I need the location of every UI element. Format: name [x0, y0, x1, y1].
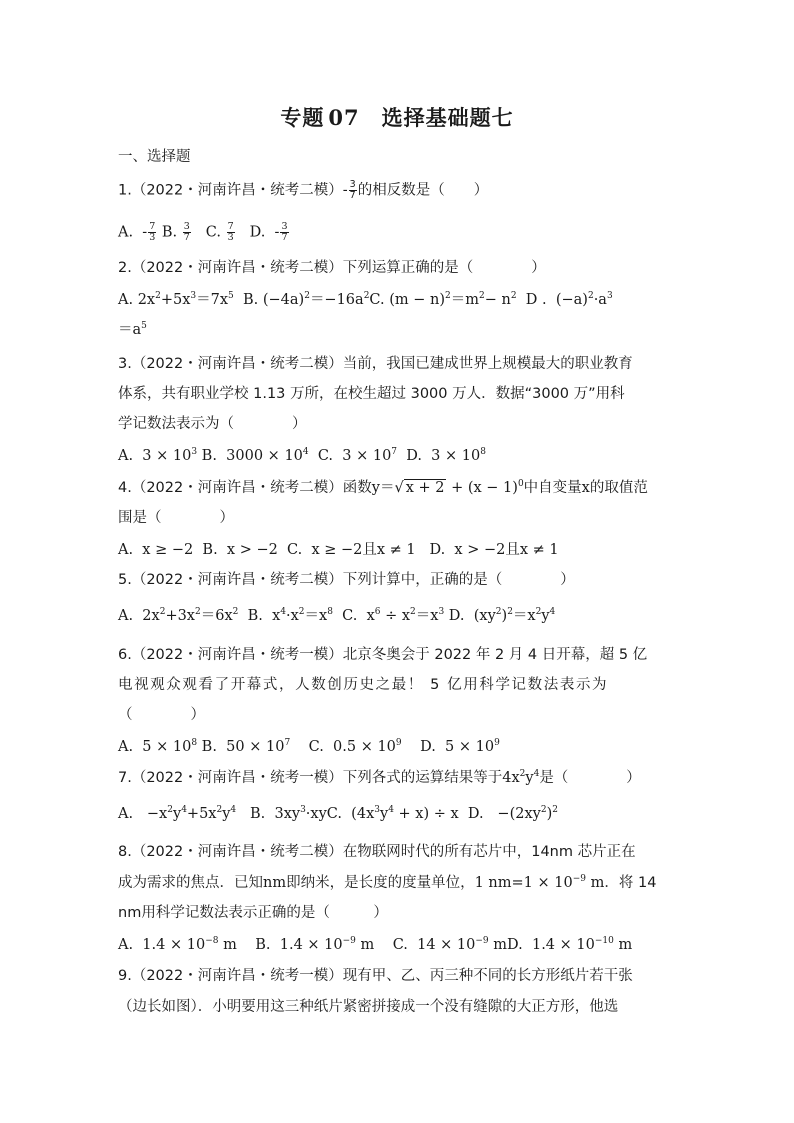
q7-lead: 7.（2022・河南许昌・统考一模）下列各式的运算结果等于 [118, 770, 503, 786]
question-3-options: A. $3 \times 10^3$ B. $3000 \times 10^4$ C. $3 \times 10^7$ D. $3 \times 10^8$ [118, 447, 486, 464]
title-prefix: 专题 [280, 105, 325, 130]
title-number: 07 [328, 105, 360, 130]
q1-frac-den: 7 [349, 190, 356, 201]
q1-lead: 1.（2022・河南许昌・统考二模） [118, 182, 343, 199]
q1-a-num: 7 [149, 221, 156, 232]
section-heading: 一、选择题 [118, 149, 191, 165]
q4-tail: 的取值范 [589, 480, 648, 496]
q4-mid: 中自变量 [523, 480, 582, 496]
question-2-options-line2: $=a^5$ [118, 321, 147, 338]
question-3-line3: 学记数法表示为（ ） [118, 416, 307, 432]
question-4-options: A. x ≥ −2 B. x > −2 C. x ≥ −2且x ≠ 1 D. x > −2且x ≠ 1 [118, 542, 559, 558]
question-9-line1: 9.（2022・河南许昌・统考一模）现有甲、乙、丙三种不同的长方形纸片若干张 [118, 968, 633, 984]
question-4-line1: 4.（2022・河南许昌・统考二模）函数y＝√ $x + 2 + (x - 1)^0$中自变量x的取值范 [118, 479, 648, 496]
question-3-line2: 体系，共有职业学校 1.13 万所，在校生超过 3000 万人．数据“3000 万”用科 [118, 386, 625, 402]
question-8-options: A. $1.4 \times 10^{-8}$ m B. $1.4 \times 10^{-9}$ m C. $14 \times 10^{-9}$ mD. $1.4 \times 10^{-10}$ m [118, 936, 633, 953]
q1-a-den: 3 [149, 232, 156, 243]
q8-l2c: ．将 14 [604, 875, 657, 891]
q4-lead: 4.（2022・河南许昌・统考二模）函数 [118, 480, 372, 496]
q1-frac-num: 3 [349, 179, 356, 190]
question-6-line3: （ ） [118, 707, 205, 723]
question-7-stem: 7.（2022・河南许昌・统考一模）下列各式的运算结果等于$4x^2y^4$是（ ） [118, 769, 641, 786]
question-6-line1: 6.（2022・河南许昌・统考一模）北京冬奥会于 2022 年 2 月 4 日开幕，超 5 亿 [118, 647, 648, 663]
question-6-line2: 电视观众观看了开幕式，人数创历史之最！ 5 亿用科学记数法表示为 [118, 677, 609, 693]
title-text: 选择基础题七 [381, 105, 514, 130]
q1-fraction [349, 180, 357, 201]
q1-c-num: 7 [227, 221, 234, 232]
q1-c-den: 3 [227, 232, 234, 243]
page-title [0, 102, 794, 132]
q1-b-num: 3 [183, 221, 190, 232]
q1-d-den: 7 [281, 232, 288, 243]
question-6-options: A. $5 \times 10^8$ B. $50 \times 10^7$ C. $0.5 \times 10^9$ D. $5 \times 10^9$ [118, 738, 500, 755]
question-9-line2: （边长如图）．小明要用这三种纸片紧密拼接成一个没有缝隙的大正方形，他选 [118, 999, 619, 1015]
question-5-options: A. $2x^2+3x^2=6x^2$ B. $x^4\cdot x^2=x^8$ C. $x^6 \div x^2=x^3$ D. $(xy^2)^2=x^2y^4$ [118, 607, 556, 624]
question-7-options: A. $-x^2y^4+5x^2y^4$ B. $3xy^3\cdot xyC$. $(4x^3y^4 + x) \div x$ D. $-(2xy^2)^2$ [118, 805, 558, 822]
q1-b-den: 7 [183, 232, 190, 243]
question-4-line2: 围是（ ） [118, 510, 234, 526]
question-1-options: A. - $\frac{7}{3}$ B. $\frac{3}{7}$ C. $\frac{7}{3}$ D. - $\frac{3}{7}$ [118, 221, 288, 243]
q8-l2a: 成为需求的焦点．已知 [118, 875, 263, 891]
sqrt-symbol: √ x + 2 [394, 480, 445, 496]
question-8-line1: 8.（2022・河南许昌・统考二模）在物联网时代的所有芯片中，14nm 芯片正在 [118, 844, 636, 860]
question-3-line1: 3.（2022・河南许昌・统考二模）当前，我国已建成世界上规模最大的职业教育 [118, 356, 633, 372]
q1-tail: 的相反数是（ ） [357, 182, 489, 199]
q7-tail: 是（ ） [539, 770, 641, 786]
q1-d-num: 3 [281, 221, 288, 232]
question-5-stem: 5.（2022・河南许昌・统考二模）下列计算中，正确的是（ ） [118, 572, 575, 588]
question-2-stem: 2.（2022・河南许昌・统考二模）下列运算正确的是（ ） [118, 260, 546, 276]
question-8-line3: nm用科学记数法表示正确的是（ ） [118, 905, 388, 921]
question-8-line2: 成为需求的焦点．已知nm即纳米，是长度的度量单位，1 $nm=1 \times 10^{-9}$ m．将 14 [118, 874, 657, 891]
question-2-options-line1: A. $2x^2+5x^3=7x^5$ B. $(-4a)^2=-16a^2C$. $(m - n)^2=m^2- n^2$ D . $(-a)^2\cdot a^3$ [118, 291, 613, 308]
q8-l2b: 即纳米，是长度的度量单位， [286, 875, 475, 891]
question-1-stem: 1.（2022・河南许昌・统考二模）- $\frac{3}{7}$ 的相反数是（ ） [118, 179, 489, 201]
